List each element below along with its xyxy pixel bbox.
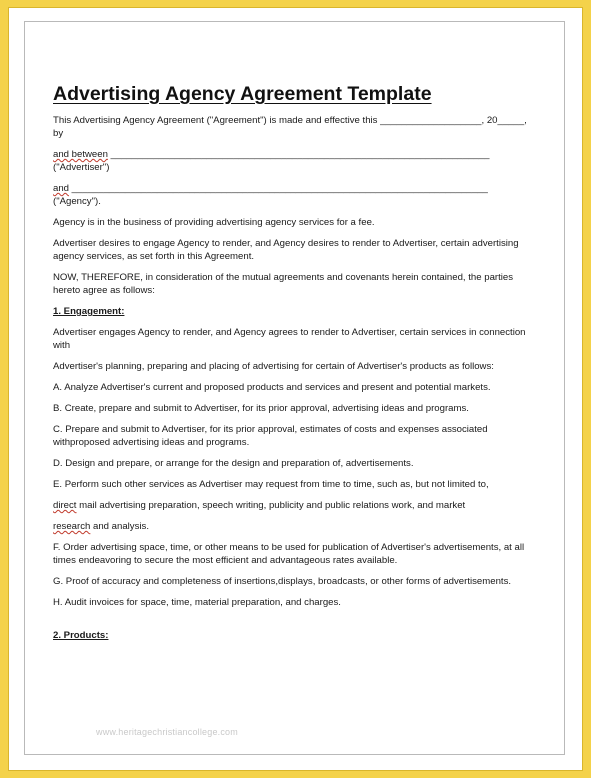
document-body xyxy=(53,82,528,650)
engagement-planning: Advertiser's planning, preparing and placing of advertising for certain of Advertiser's products as follows: xyxy=(53,361,494,372)
section-heading-engagement: 1. Engagement: xyxy=(53,306,125,317)
engagement-item-g: G. Proof of accuracy and completeness of insertions,displays, broadcasts, or other forms of advertisements. xyxy=(53,576,512,587)
engagement-item-a: A. Analyze Advertiser's current and proposed products and services and present and potential markets. xyxy=(53,382,491,393)
and-between-text: and between xyxy=(53,149,108,160)
agency-blank: ______________________________________________________________________________ ("Agency"). xyxy=(53,183,488,207)
research-word: research xyxy=(53,521,91,532)
advertiser-line xyxy=(53,148,528,174)
advertiser-desires-paragraph: Advertiser desires to engage Agency to render, and Agency desires to render to Advertiser, certain advertising agency services, as set forth in this Agreement. xyxy=(53,238,519,262)
engagement-item-d: D. Design and prepare, or arrange for the design and preparation of, advertisements. xyxy=(53,458,414,469)
watermark-text: www.heritagechristiancollege.com xyxy=(96,727,238,737)
engagement-item-c: C. Prepare and submit to Advertiser, for its prior approval, estimates of costs and expenses associated withproposed advertising ideas and programs. xyxy=(53,424,488,448)
intro-paragraph: This Advertising Agency Agreement ("Agreement") is made and effective this ___________________, 20_____, by xyxy=(53,115,527,139)
engagement-item-f: F. Order advertising space, time, or other means to be used for publication of Advertiser's advertisements, at all times endeavoring to secure the most efficient and advantageous rates available. xyxy=(53,542,525,566)
advertiser-blank: _______________________________________________________________________ ("Advertiser") xyxy=(53,149,490,173)
direct-word: direct xyxy=(53,500,77,511)
direct-mail-text: mail advertising preparation, speech writing, publicity and public relations work, and market xyxy=(76,500,466,511)
and-text: and xyxy=(53,183,70,194)
agency-line xyxy=(53,182,528,208)
engagement-item-b: B. Create, prepare and submit to Advertiser, for its prior approval, advertising ideas and programs. xyxy=(53,403,469,414)
engagement-intro: Advertiser engages Agency to render, and Agency agrees to render to Advertiser, certain services in connection with xyxy=(53,327,526,351)
engagement-item-e: E. Perform such other services as Advertiser may request from time to time, such as, but not limited to, xyxy=(53,479,489,490)
engagement-item-e-end xyxy=(53,520,528,533)
document-title: Advertising Agency Agreement Template xyxy=(53,83,432,105)
engagement-item-h: H. Audit invoices for space, time, material preparation, and charges. xyxy=(53,597,341,608)
agency-business-paragraph: Agency is in the business of providing advertising agency services for a fee. xyxy=(53,217,375,228)
research-text: and analysis. xyxy=(90,521,149,532)
engagement-item-e-continued xyxy=(53,499,528,512)
now-therefore-paragraph: NOW, THEREFORE, in consideration of the mutual agreements and covenants herein contained, the parties hereto agree as follows: xyxy=(53,272,514,296)
section-heading-products: 2. Products: xyxy=(53,630,109,641)
